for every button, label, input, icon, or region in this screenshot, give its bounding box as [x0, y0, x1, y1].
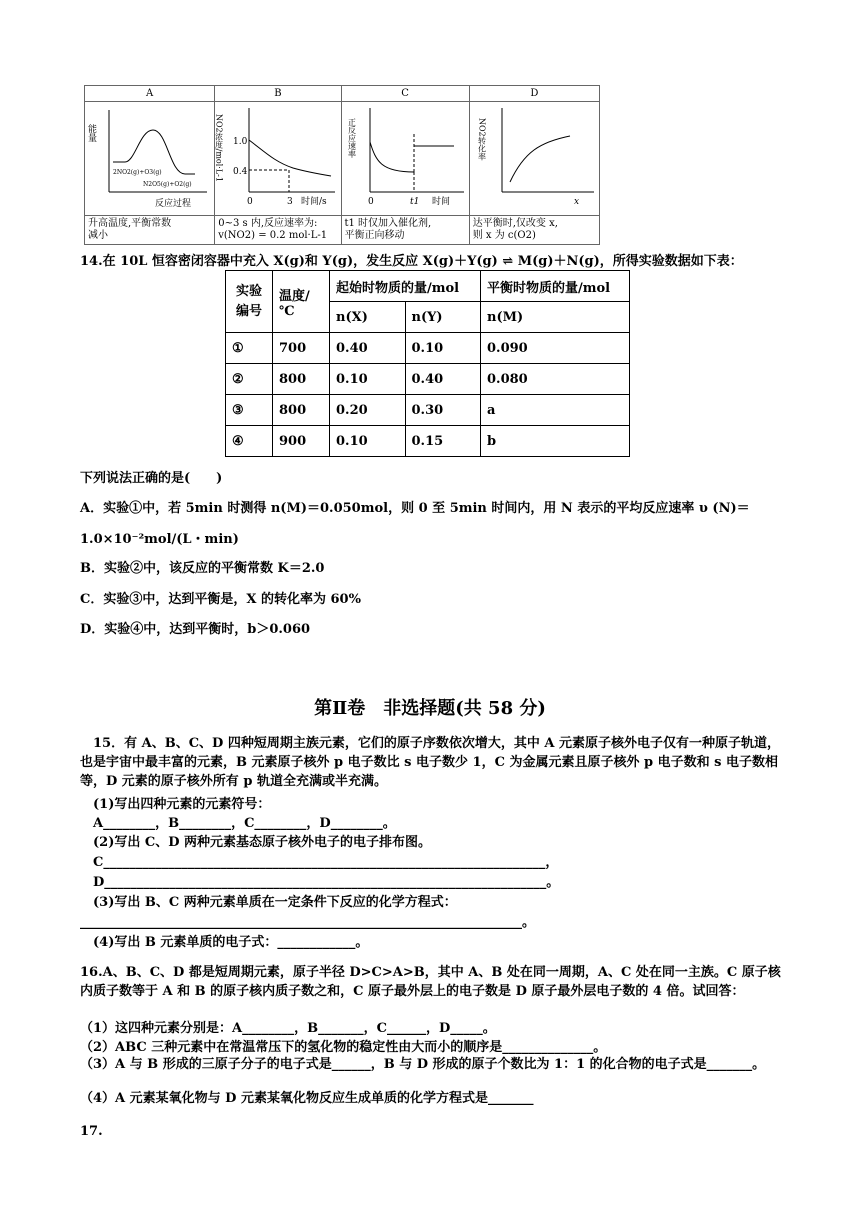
figure-header-a: A — [85, 86, 215, 102]
header-nx: n(X) — [330, 302, 406, 333]
question-16-sub3: （3）A 与 B 形成的三原子分子的电子式是______，B 与 D 形成的原子个数比为 1：1 的化合物的电子式是_______。 — [80, 1057, 766, 1072]
question-14-stem: 14.在 10L 恒容密闭容器中充入 X(g)和 Y(g)，发生反应 X(g)＋Y(g) ⇌ M(g)＋N(g)，所得实验数据如下表： — [80, 254, 743, 269]
question-16-sub2: （2）ABC 三种元素中在常温常压下的氢化物的稳定性由大而小的顺序是______________。 — [80, 1040, 607, 1055]
cell-ny: 0.30 — [405, 395, 481, 426]
option-b: B．实验②中，该反应的平衡常数 K＝2.0 — [80, 561, 325, 576]
caption-b-line2: v(NO2) = 0.2 mol·L-1 — [218, 230, 328, 241]
no2-concentration-label: NO2浓度/mol·L-1 — [215, 114, 224, 182]
figure-panel-c — [341, 102, 469, 216]
conversion-graph — [470, 102, 598, 212]
x-tick-0: 0 — [247, 197, 253, 207]
caption-a — [85, 216, 215, 245]
x-tick-t1: t1 — [409, 197, 419, 207]
table-row — [226, 364, 630, 395]
rate-graph — [342, 102, 468, 212]
cell-ny: 0.10 — [405, 333, 481, 364]
caption-d-line1: 达平衡时,仅改变 x, — [472, 218, 558, 229]
question-15-sub2-d: D____________________________________________________________________。 — [80, 875, 560, 890]
figure-options-table — [84, 85, 600, 245]
reactant-label: 2NO2(g)+O3(g) — [113, 169, 162, 176]
figure-panel-d — [469, 102, 599, 216]
caption-a-line1: 升高温度,平衡常数 — [88, 218, 172, 229]
question-15-sub2-c: C____________________________________________________________________， — [80, 855, 559, 870]
question-16-sub4: （4）A 元素某氧化物与 D 元素某氧化物反应生成单质的化学方程式是_______ — [80, 1091, 534, 1106]
cell-exp: ④ — [226, 426, 273, 457]
cell-nm: b — [481, 426, 630, 457]
section-title: 第Ⅱ卷 非选择题(共 58 分) — [314, 698, 546, 719]
header-number: 编号 — [235, 303, 262, 319]
question-16-sub1: （1）这四种元素分别是：A________，B_______，C______，D_____。 — [80, 1021, 496, 1036]
caption-d — [469, 216, 599, 245]
figure-header-b: B — [215, 86, 341, 102]
caption-a-line2: 减小 — [88, 230, 108, 241]
option-a-line1: A．实验①中，若 5min 时测得 n(M)＝0.050mol，则 0 至 5min 时间内，用 N 表示的平均反应速率 υ (N)＝ — [80, 501, 750, 516]
question-16-stem: 16.A、B、C、D 都是短周期元素，原子半径 D>C>A>B，其中 A、B 处在同一周期，A、C 处在同一主族。C 原子核内质子数等于 A 和 B 的原子核内质子数之和，C 原子最外层上的电子数是 D 原子最外层电子数的 4 倍。试回答： — [80, 965, 781, 999]
cell-nx: 0.40 — [330, 333, 406, 364]
question-15-sub4: (4)写出 B 元素单质的电子式：____________。 — [80, 935, 369, 950]
figure-header-c: C — [341, 86, 469, 102]
cell-nm: 0.090 — [481, 333, 630, 364]
figure-panel-a — [85, 102, 215, 216]
energy-axis-label: 能量 — [86, 124, 96, 142]
caption-b-line1: 0~3 s 内,反应速率为: — [218, 218, 318, 229]
header-experiment-number — [226, 271, 273, 333]
cell-exp: ② — [226, 364, 273, 395]
header-ny: n(Y) — [405, 302, 481, 333]
caption-b — [215, 216, 341, 245]
question-15-sub3: (3)写出 B、C 两种元素单质在一定条件下反应的化学方程式： — [80, 895, 457, 910]
table-row — [226, 395, 630, 426]
cell-temp: 900 — [273, 426, 330, 457]
cell-exp: ① — [226, 333, 273, 364]
question-14-prompt: 下列说法正确的是( ) — [80, 471, 223, 486]
caption-c-line1: t1 时仅加入催化剂, — [344, 218, 432, 229]
question-15-sub1: (1)写出四种元素的元素符号： — [80, 797, 271, 812]
concentration-graph — [215, 102, 339, 212]
time-axis-label: 时间 — [431, 197, 450, 207]
reaction-axis-label: 反应过程 — [155, 199, 192, 209]
option-d: D．实验④中，达到平衡时，b＞0.060 — [80, 622, 311, 637]
header-equilibrium-amount: 平衡时物质的量/mol — [481, 271, 630, 302]
cell-temp: 800 — [273, 364, 330, 395]
caption-c-line2: 平衡正向移动 — [344, 230, 405, 241]
cell-ny: 0.15 — [405, 426, 481, 457]
product-label: N2O5(g)+O2(g) — [143, 181, 192, 188]
question-15-stem: 15．有 A、B、C、D 四种短周期主族元素，它们的原子序数依次增大，其中 A 元素原子核外电子仅有一种原子轨道，也是宇宙中最丰富的元素，B 元素原子核外 p 电子数比 s 电子数少 1，C 为金属元素且原子核外 p 电子数和 s 电子数相等，D 元素的原子核外所有 p 轨道全充满或半充满。 — [80, 736, 780, 789]
header-temperature: 温度/℃ — [273, 271, 330, 333]
question-15-sub3-blank: ____________________________________________________________________。 — [80, 915, 535, 930]
no2-conversion-label: NO2转化率 — [477, 118, 487, 161]
table-row — [226, 426, 630, 457]
forward-rate-label: 正反应速率 — [347, 118, 356, 158]
header-nm: n(M) — [481, 302, 630, 333]
x-tick-0: 0 — [367, 197, 374, 207]
cell-temp: 800 — [273, 395, 330, 426]
x-tick-3: 3 — [287, 197, 293, 207]
header-experiment: 实验 — [235, 283, 262, 299]
figure-panel-b — [215, 102, 341, 216]
energy-diagram — [85, 102, 213, 212]
cell-nm: 0.080 — [481, 364, 630, 395]
y-tick-1: 1.0 — [233, 137, 248, 147]
option-a-line2: 1.0×10⁻²mol/(L・min) — [80, 532, 239, 547]
caption-d-line2: 则 x 为 c(O2) — [472, 230, 536, 241]
cell-nx: 0.10 — [330, 426, 406, 457]
question-15-sub1-blanks: A________，B________，C________，D________。 — [80, 816, 396, 831]
cell-nx: 0.20 — [330, 395, 406, 426]
figure-header-d: D — [469, 86, 599, 102]
experiment-data-table — [225, 270, 630, 457]
y-tick-04: 0.4 — [233, 167, 248, 177]
table-row — [226, 333, 630, 364]
caption-c — [341, 216, 469, 245]
cell-nx: 0.10 — [330, 364, 406, 395]
question-15-sub2: (2)写出 C、D 两种元素基态原子核外电子的电子排布图。 — [80, 835, 432, 850]
question-17-number: 17. — [80, 1124, 103, 1139]
x-axis-label: x — [573, 197, 579, 207]
cell-temp: 700 — [273, 333, 330, 364]
cell-nm: a — [481, 395, 630, 426]
time-axis-label: 时间/s — [301, 197, 327, 207]
cell-exp: ③ — [226, 395, 273, 426]
option-c: C．实验③中，达到平衡是，X 的转化率为 60% — [80, 592, 361, 607]
header-initial-amount: 起始时物质的量/mol — [330, 271, 481, 302]
cell-ny: 0.40 — [405, 364, 481, 395]
